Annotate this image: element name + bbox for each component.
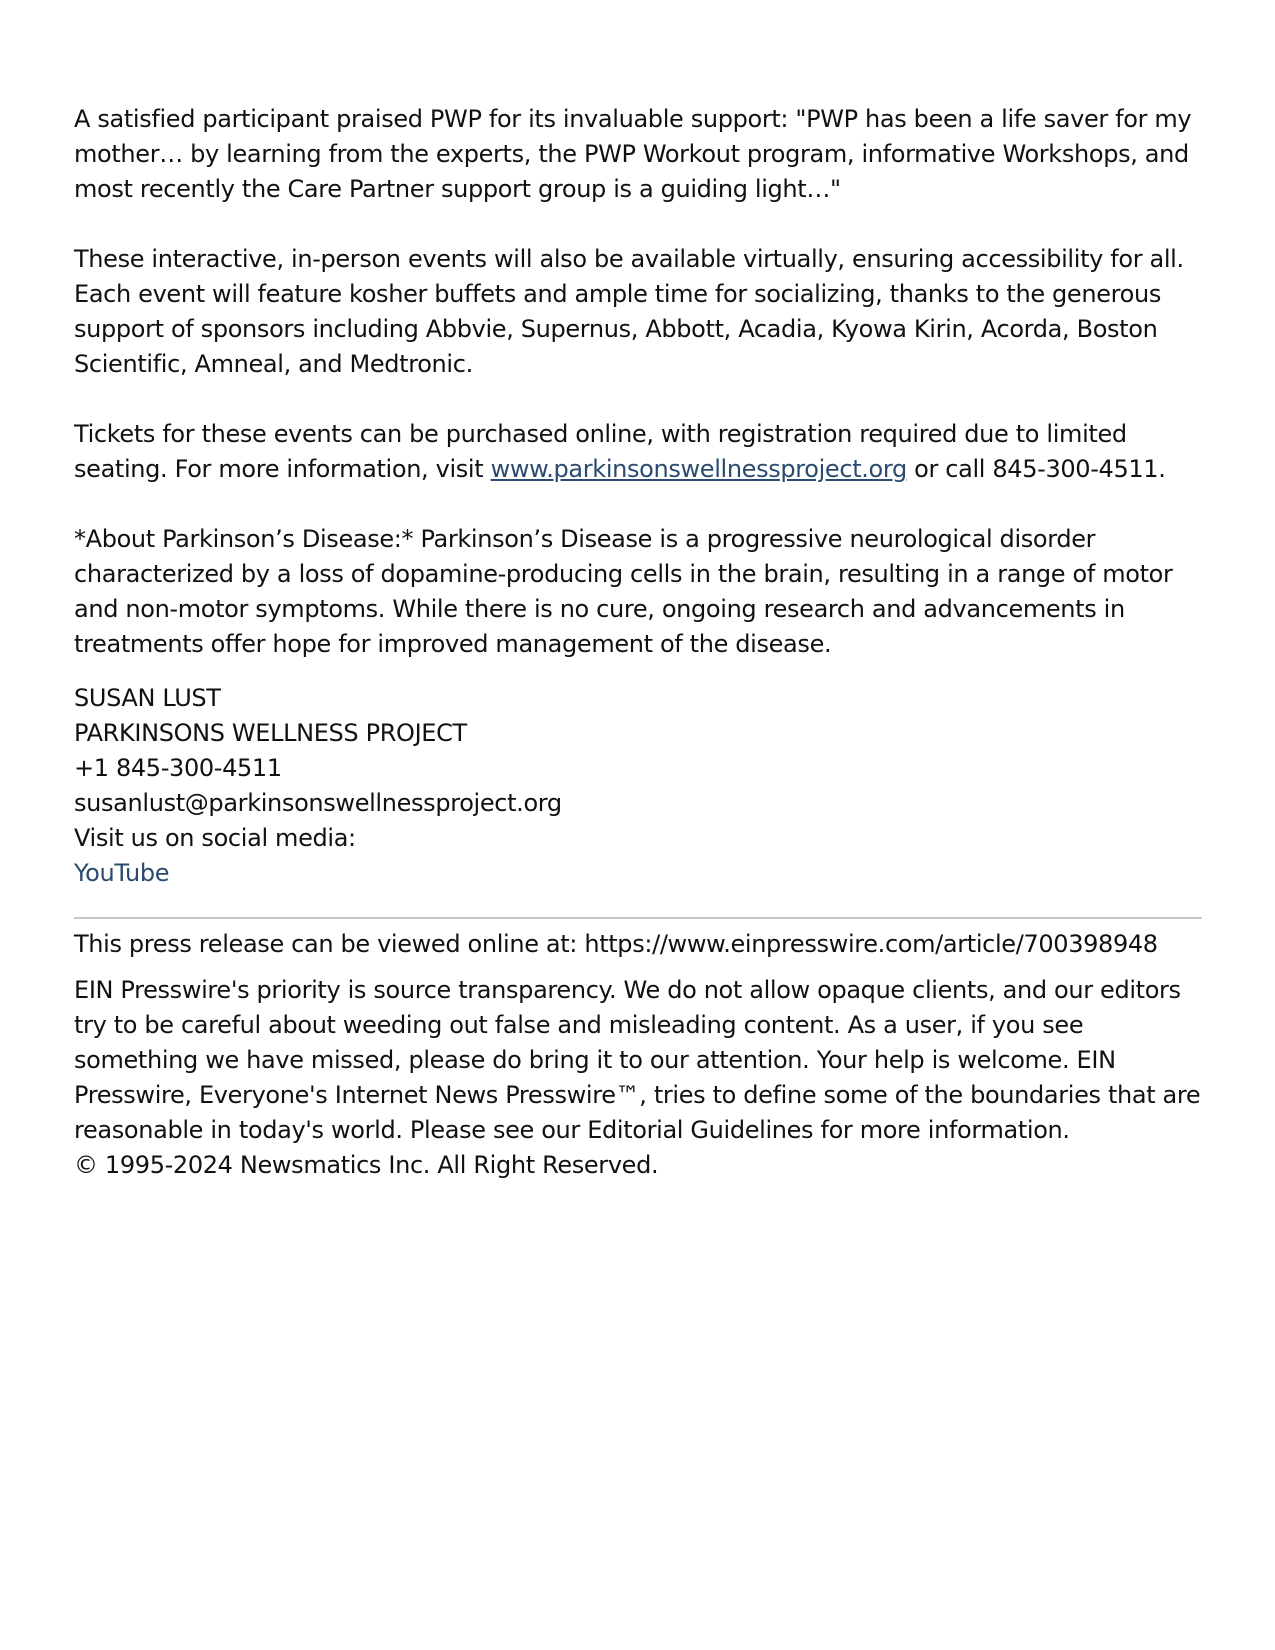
- disclaimer-block: [74, 973, 1202, 1183]
- contact-block: [74, 681, 1202, 891]
- tickets-paragraph: [74, 417, 1202, 487]
- about-parkinsons-paragraph: *About Parkinson’s Disease:* Parkinson’s Disease is a progressive neurological disorder characterized by a loss of dopamine-producing cells in the brain, resulting in a range of motor and non-motor symptoms. While there is no cure, ongoing research and advancements in treatments offer hope for improved management of the disease.: [74, 525, 1173, 658]
- website-link[interactable]: www.parkinsonswellnessproject.org: [490, 455, 907, 483]
- online-notice: This press release can be viewed online at: https://www.einpresswire.com/article/700398948: [74, 930, 1158, 958]
- tickets-text: Tickets for these events can be purchased online, with registration required due to limited seating. For more information, visit: [74, 420, 1127, 483]
- youtube-link[interactable]: YouTube: [74, 859, 170, 887]
- footer-divider: [74, 917, 1202, 919]
- social-media-label: Visit us on social media:: [74, 824, 356, 852]
- contact-name: SUSAN LUST: [74, 684, 221, 712]
- contact-email: susanlust@parkinsonswellnessproject.org: [74, 789, 562, 817]
- contact-phone: +1 845-300-4511: [74, 754, 282, 782]
- press-release-page: [74, 102, 1202, 1183]
- testimonial-paragraph: A satisfied participant praised PWP for its invaluable support: "PWP has been a life saver for my mother… by learning from the experts, the PWP Workout program, informative Workshops, and most recently the Care Partner support group is a guiding light…": [74, 105, 1192, 203]
- tickets-text-end: or call 845-300-4511.: [906, 455, 1166, 483]
- contact-organization: PARKINSONS WELLNESS PROJECT: [74, 719, 467, 747]
- disclaimer-text: EIN Presswire's priority is source transparency. We do not allow opaque clients, and our editors try to be careful about weeding out false and misleading content. As a user, if you see something we have missed, please do bring it to our attention. Your help is welcome. EIN Presswire, Everyone's Internet News Presswire™, tries to define some of the boundaries that are reasonable in today's world. Please see our Editorial Guidelines for more information.: [74, 976, 1201, 1144]
- copyright-text: © 1995-2024 Newsmatics Inc. All Right Reserved.: [74, 1151, 659, 1179]
- events-paragraph: These interactive, in-person events will also be available virtually, ensuring accessibility for all. Each event will feature kosher buffets and ample time for socializing, thanks to the generous support of sponsors including Abbvie, Supernus, Abbott, Acadia, Kyowa Kirin, Acorda, Boston Scientific, Amneal, and Medtronic.: [74, 245, 1184, 378]
